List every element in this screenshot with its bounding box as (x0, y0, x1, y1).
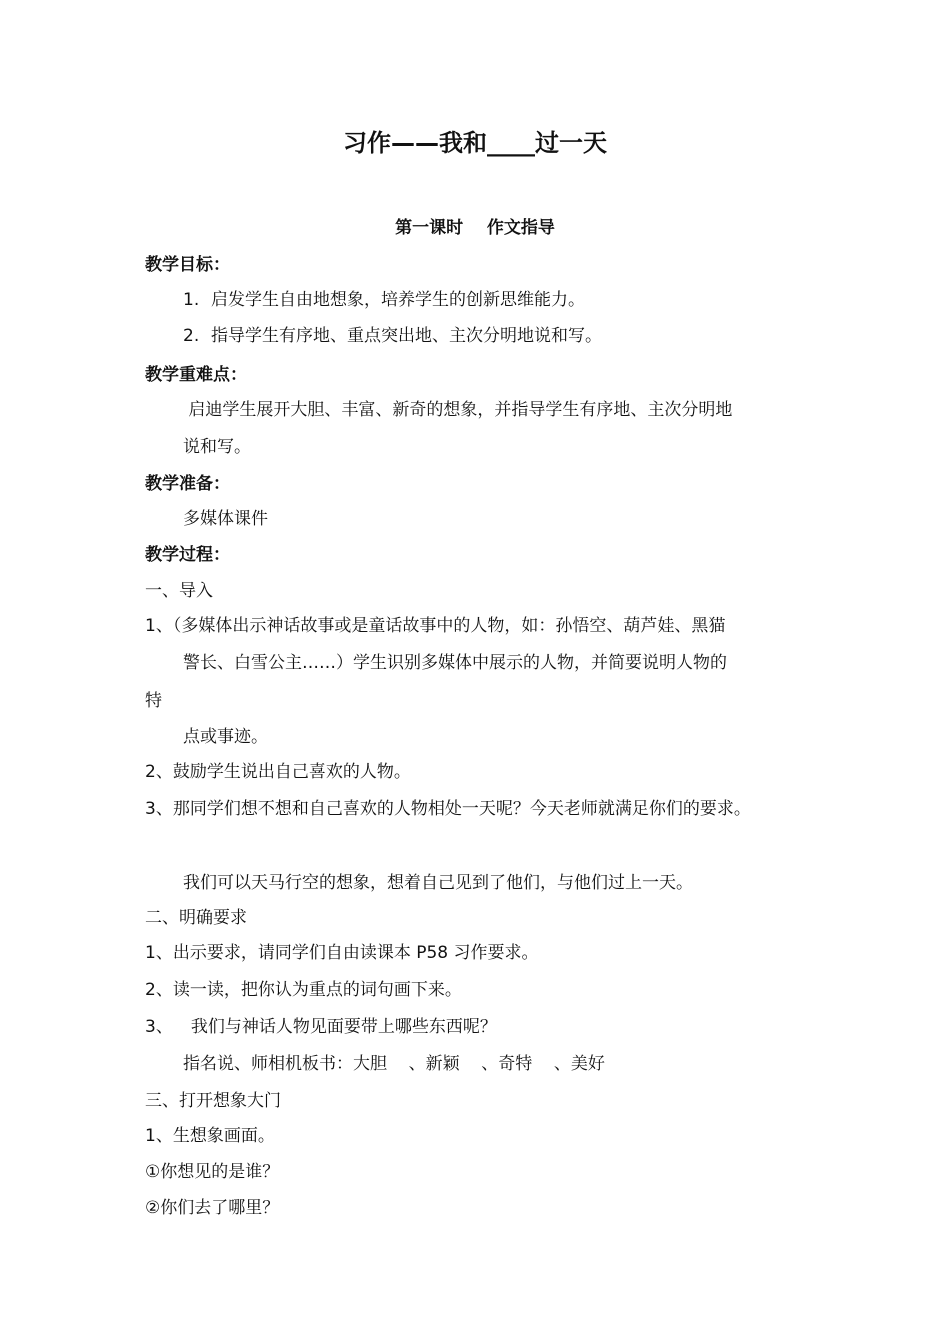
section2-item3-text: 我们与神话人物见面要带上哪些东西呢？ (190, 1017, 497, 1037)
section3-item1: 1、生想象画面。 (145, 1126, 275, 1146)
objective-number: 1. (183, 290, 200, 310)
section1-item3-continued: 我们可以天马行空的想象，想着自己见到了他们，与他们过上一天。 (183, 873, 693, 893)
objective-text: 指导学生有序地、重点突出地、主次分明地说和写。 (211, 326, 602, 346)
section1-item1-line: 1、（多媒体出示神话故事或是童话故事中的人物，如：孙悟空、葫芦娃、黑猫 (145, 616, 726, 636)
section2-item3 (145, 1015, 497, 1039)
section2-item3-continued: 指名说、师相机板书：大胆 、新颖 、奇特 、美好 (183, 1054, 605, 1074)
lesson-subtitle: 第一课时 作文指导 (395, 218, 555, 238)
key-points-heading: 教学重难点： (145, 365, 247, 385)
section2-item1: 1、出示要求，请同学们自由读课本 P58 习作要求。 (145, 943, 539, 963)
section1-item1-line: 特 (145, 691, 162, 711)
key-points-line: 启迪学生展开大胆、丰富、新奇的想象，并指导学生有序地、主次分明地 (183, 400, 733, 420)
objective-item (183, 324, 602, 348)
section3-question: ②你们去了哪里？ (145, 1198, 280, 1218)
section3-question: ①你想见的是谁？ (145, 1162, 280, 1182)
key-points-line: 说和写。 (183, 437, 251, 457)
process-heading: 教学过程： (145, 545, 230, 565)
section1-item2: 2、鼓励学生说出自己喜欢的人物。 (145, 762, 411, 782)
objectives-heading: 教学目标： (145, 255, 230, 275)
preparation-text: 多媒体课件 (183, 509, 268, 529)
document-title: 习作——我和____过一天 (343, 129, 607, 157)
section1-item1-line: 警长、白雪公主……）学生识别多媒体中展示的人物，并简要说明人物的 (183, 653, 727, 673)
preparation-heading: 教学准备： (145, 474, 230, 494)
section3-heading: 三、打开想象大门 (145, 1091, 281, 1111)
section1-item1-line: 点或事迹。 (183, 727, 268, 747)
objective-item (183, 288, 585, 312)
section2-item3-number: 3、 (145, 1017, 173, 1037)
section2-item2: 2、读一读，把你认为重点的词句画下来。 (145, 980, 462, 1000)
objective-text: 启发学生自由地想象，培养学生的创新思维能力。 (211, 290, 585, 310)
section1-item3: 3、那同学们想不想和自己喜欢的人物相处一天呢？今天老师就满足你们的要求。 (145, 799, 751, 819)
objective-number: 2. (183, 326, 200, 346)
section1-heading: 一、导入 (145, 581, 213, 601)
section2-heading: 二、明确要求 (145, 908, 247, 928)
